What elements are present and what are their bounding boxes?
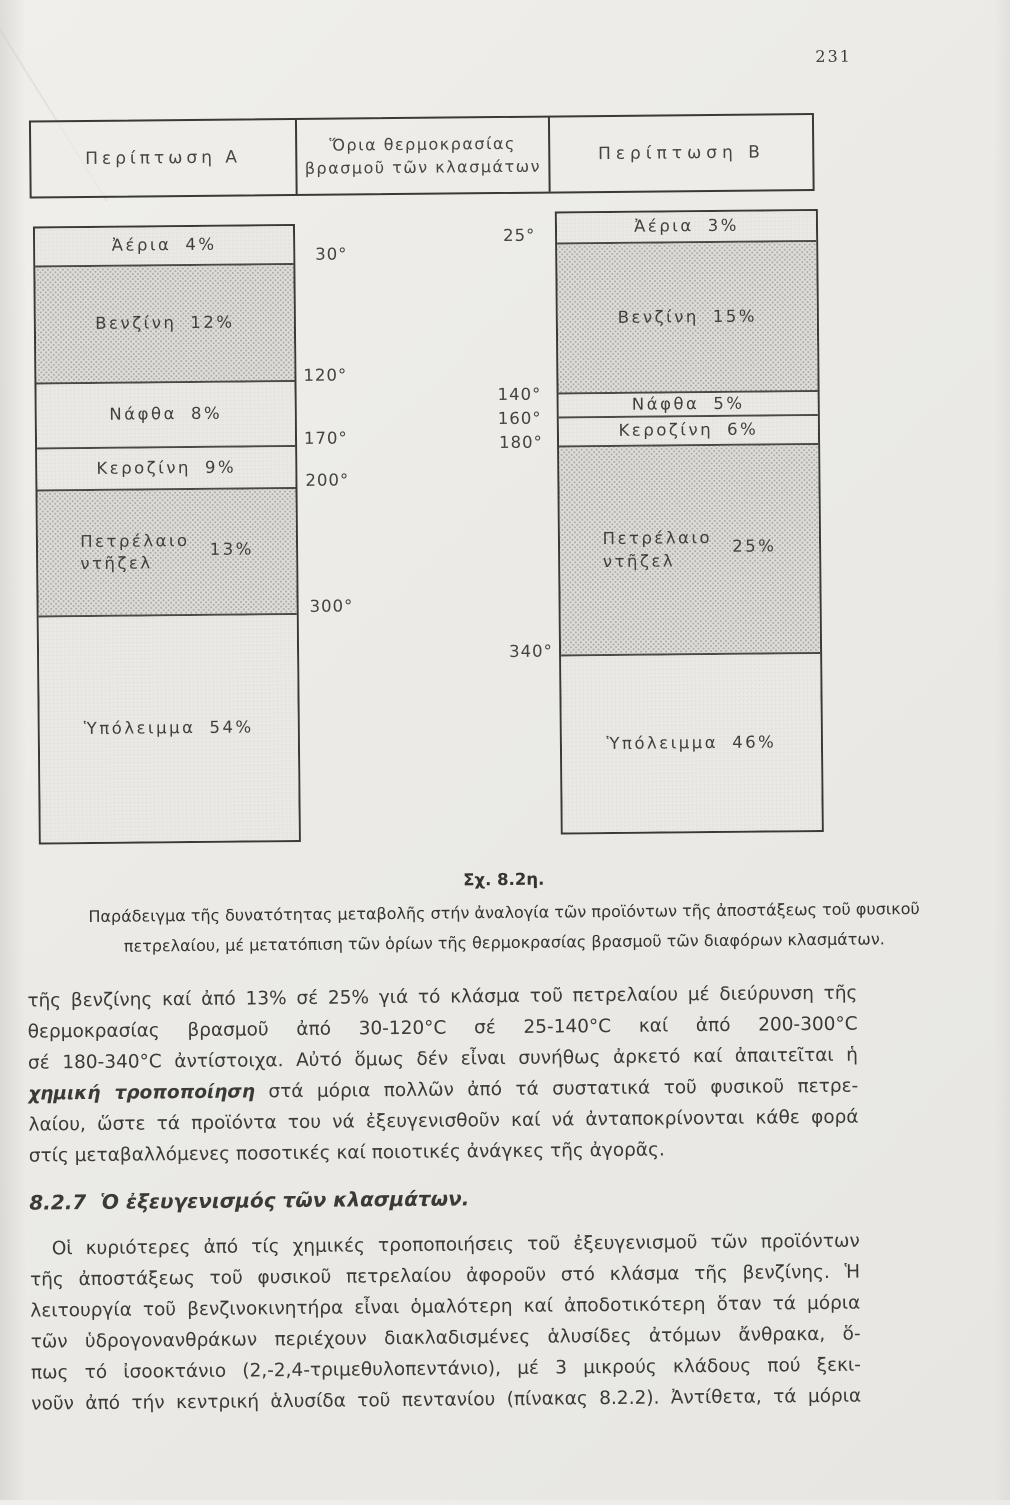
temp-label-a-30: 30° — [315, 244, 348, 264]
segment-percent: 13% — [209, 539, 254, 559]
diesel-label-group — [603, 527, 777, 573]
segment-percent: 4% — [185, 234, 217, 255]
temp-label-b-25: 25° — [502, 225, 536, 245]
segment-percent: 12% — [190, 312, 235, 333]
diesel-label — [603, 527, 713, 573]
segment-b-diesel — [559, 445, 820, 656]
temp-label-a-170: 170° — [303, 428, 348, 448]
section-heading-8-2-7 — [29, 1180, 859, 1219]
header-boiling-limits-line1: Ὅρια θερμοκρασίας — [329, 133, 516, 155]
figure-header-table — [29, 113, 815, 199]
header-boiling-limits — [295, 118, 551, 194]
paragraph-line: θερμοκρασίας βρασμοῦ ἀπό 30-120°C σέ 25-140°C καί ἀπό 200-300°C — [27, 1013, 858, 1043]
segment-percent: 46% — [732, 732, 777, 752]
temp-label-b-160: 160° — [497, 408, 542, 429]
page-number: 231 — [815, 46, 852, 66]
diesel-label-line2: ντῆζελ — [80, 553, 153, 574]
diesel-label-line2: ντῆζελ — [602, 550, 676, 571]
paragraph-line: πως τό ἰσοοκτάνιο (2,-2,4-τριμεθυλοπεντάνιο), μέ 3 μικρούς κλάδους πού ξεκι- — [30, 1354, 862, 1384]
segment-label: Νάφθα — [631, 393, 700, 414]
segment-percent: 6% — [727, 419, 759, 440]
scan-edge-shadow-left — [0, 0, 26, 1500]
paragraph-line-rest: στά μόρια πολλῶν ἀπό τά συστατικά τοῦ φυσικοῦ πετρε- — [268, 1075, 859, 1103]
scan-edge-shadow-right — [994, 0, 1010, 1500]
paragraph-line: λειτουργία τοῦ βενζινοκινητήρα εἶναι ὁμαλότερη καί ἀποδοτικότερη ὅταν τά μόρια — [30, 1292, 861, 1322]
paragraph-line: στίς μεταβαλλόμενες ποσοτικές καί ποιοτικές ἀνάγκες τῆς ἀγορᾶς. — [28, 1139, 665, 1167]
paragraph-line: Οἱ κυριότερες ἀπό τίς χημικές τροποποιήσεις τοῦ ἐξευγενισμοῦ τῶν προϊόντων — [51, 1230, 860, 1260]
segment-b-gasoline — [557, 242, 817, 394]
segment-a-gases — [35, 226, 293, 267]
fraction-column-case-a — [33, 224, 301, 844]
paragraph-line: τῶν ὑδρογονανθράκων περιέχουν διακλαδισμένες ἁλυσίδες ἀτόμων ἄνθρακα, ὅ- — [30, 1323, 861, 1353]
paragraph-line: σέ 180-340°C ἀντίστοιχα. Αὐτό ὅμως δέν εἶναι συνήθως ἀρκετό καί ἀπαιτεῖται ἡ — [27, 1044, 859, 1074]
segment-percent: 15% — [712, 306, 758, 326]
segment-a-kerosene — [37, 447, 295, 491]
temp-label-a-300: 300° — [309, 596, 354, 616]
segment-label: Βενζίνη — [617, 306, 699, 327]
figure-caption-title: Σχ. 8.2η. — [463, 869, 545, 890]
emphasis-chemical-modification: χημική τροποποίηση — [28, 1081, 256, 1105]
diesel-label — [80, 530, 190, 576]
segment-b-kerosene — [559, 416, 818, 447]
segment-percent: 3% — [707, 215, 739, 236]
segment-percent: 8% — [190, 403, 223, 424]
segment-label: Κεροζίνη — [618, 420, 714, 441]
segment-percent: 54% — [209, 717, 254, 738]
segment-label: Βενζίνη — [95, 313, 177, 334]
diesel-label-line1: Πετρέλαιο — [80, 530, 190, 551]
diesel-label-line1: Πετρέλαιο — [602, 528, 713, 549]
temp-label-b-340: 340° — [508, 641, 553, 661]
temp-label-b-180: 180° — [498, 432, 543, 453]
diesel-label-group — [80, 529, 254, 575]
temp-label-b-140: 140° — [497, 384, 542, 405]
paragraph-line: λαίου, ὥστε τά προϊόντα του νά ἐξευγενισθοῦν καί νά ἀνταποκρίνονται κάθε φορά — [28, 1106, 859, 1136]
segment-label: Ὑπόλειμμα — [606, 732, 719, 753]
segment-a-diesel — [37, 489, 296, 617]
temp-label-a-120: 120° — [303, 365, 348, 385]
paragraph-line: νοῦν ἀπό τήν κεντρική ἁλυσίδα τοῦ πεντανίου (πίνακας 8.2.2). Ἀντίθετα, τά μόρια — [31, 1385, 862, 1415]
segment-a-residue — [39, 615, 299, 842]
segment-b-naphtha — [559, 392, 818, 418]
body-text — [27, 978, 861, 1420]
segment-label: Ἀέρια — [111, 235, 172, 256]
segment-b-gases — [557, 211, 816, 244]
segment-a-naphtha — [36, 382, 295, 449]
segment-percent: 9% — [204, 457, 237, 477]
segment-percent: 5% — [713, 393, 745, 413]
section-number: 8.2.7 — [29, 1190, 87, 1215]
segment-a-gasoline — [35, 265, 294, 384]
segment-label: Κεροζίνη — [96, 457, 192, 478]
figure-caption — [31, 865, 977, 962]
section-title: Ὁ ἐξευγενισμός τῶν κλασμάτων. — [100, 1186, 470, 1214]
segment-label: Ὑπόλειμμα — [83, 718, 196, 739]
fraction-column-case-b — [555, 209, 824, 834]
segment-label: Ἀέρια — [633, 216, 694, 236]
temp-label-a-200: 200° — [305, 470, 350, 490]
header-case-b: Περίπτωση Β — [597, 142, 765, 165]
header-case-a: Περίπτωση Α — [85, 147, 242, 170]
header-boiling-limits-line2: βρασμοῦ τῶν κλασμάτων — [304, 156, 542, 178]
segment-label: Νάφθα — [109, 404, 178, 425]
paragraph-line: τῆς βενζίνης καί ἀπό 13% σέ 25% γιά τό κλάσμα τοῦ πετρελαίου μέ διεύρυνση τῆς — [27, 982, 858, 1012]
figure-caption-line2: πετρελαίου, μέ μετατόπιση τῶν ὁρίων τῆς θερμοκρασίας βρασμοῦ τῶν διαφόρων κλασμάτων. — [123, 929, 885, 956]
paragraph-line: τῆς ἀποστάξεως τοῦ φυσικοῦ πετρελαίου ἀφοροῦν στό κλάσμα τῆς βενζίνης. Ἡ — [29, 1261, 861, 1291]
figure-caption-line1: Παράδειγμα τῆς δυνατότητας μεταβολῆς στήν ἀναλογία τῶν προϊόντων τῆς ἀποστάξεως τοῦ φυσικοῦ — [88, 899, 920, 927]
segment-percent: 25% — [732, 536, 777, 557]
segment-b-residue — [561, 654, 822, 832]
